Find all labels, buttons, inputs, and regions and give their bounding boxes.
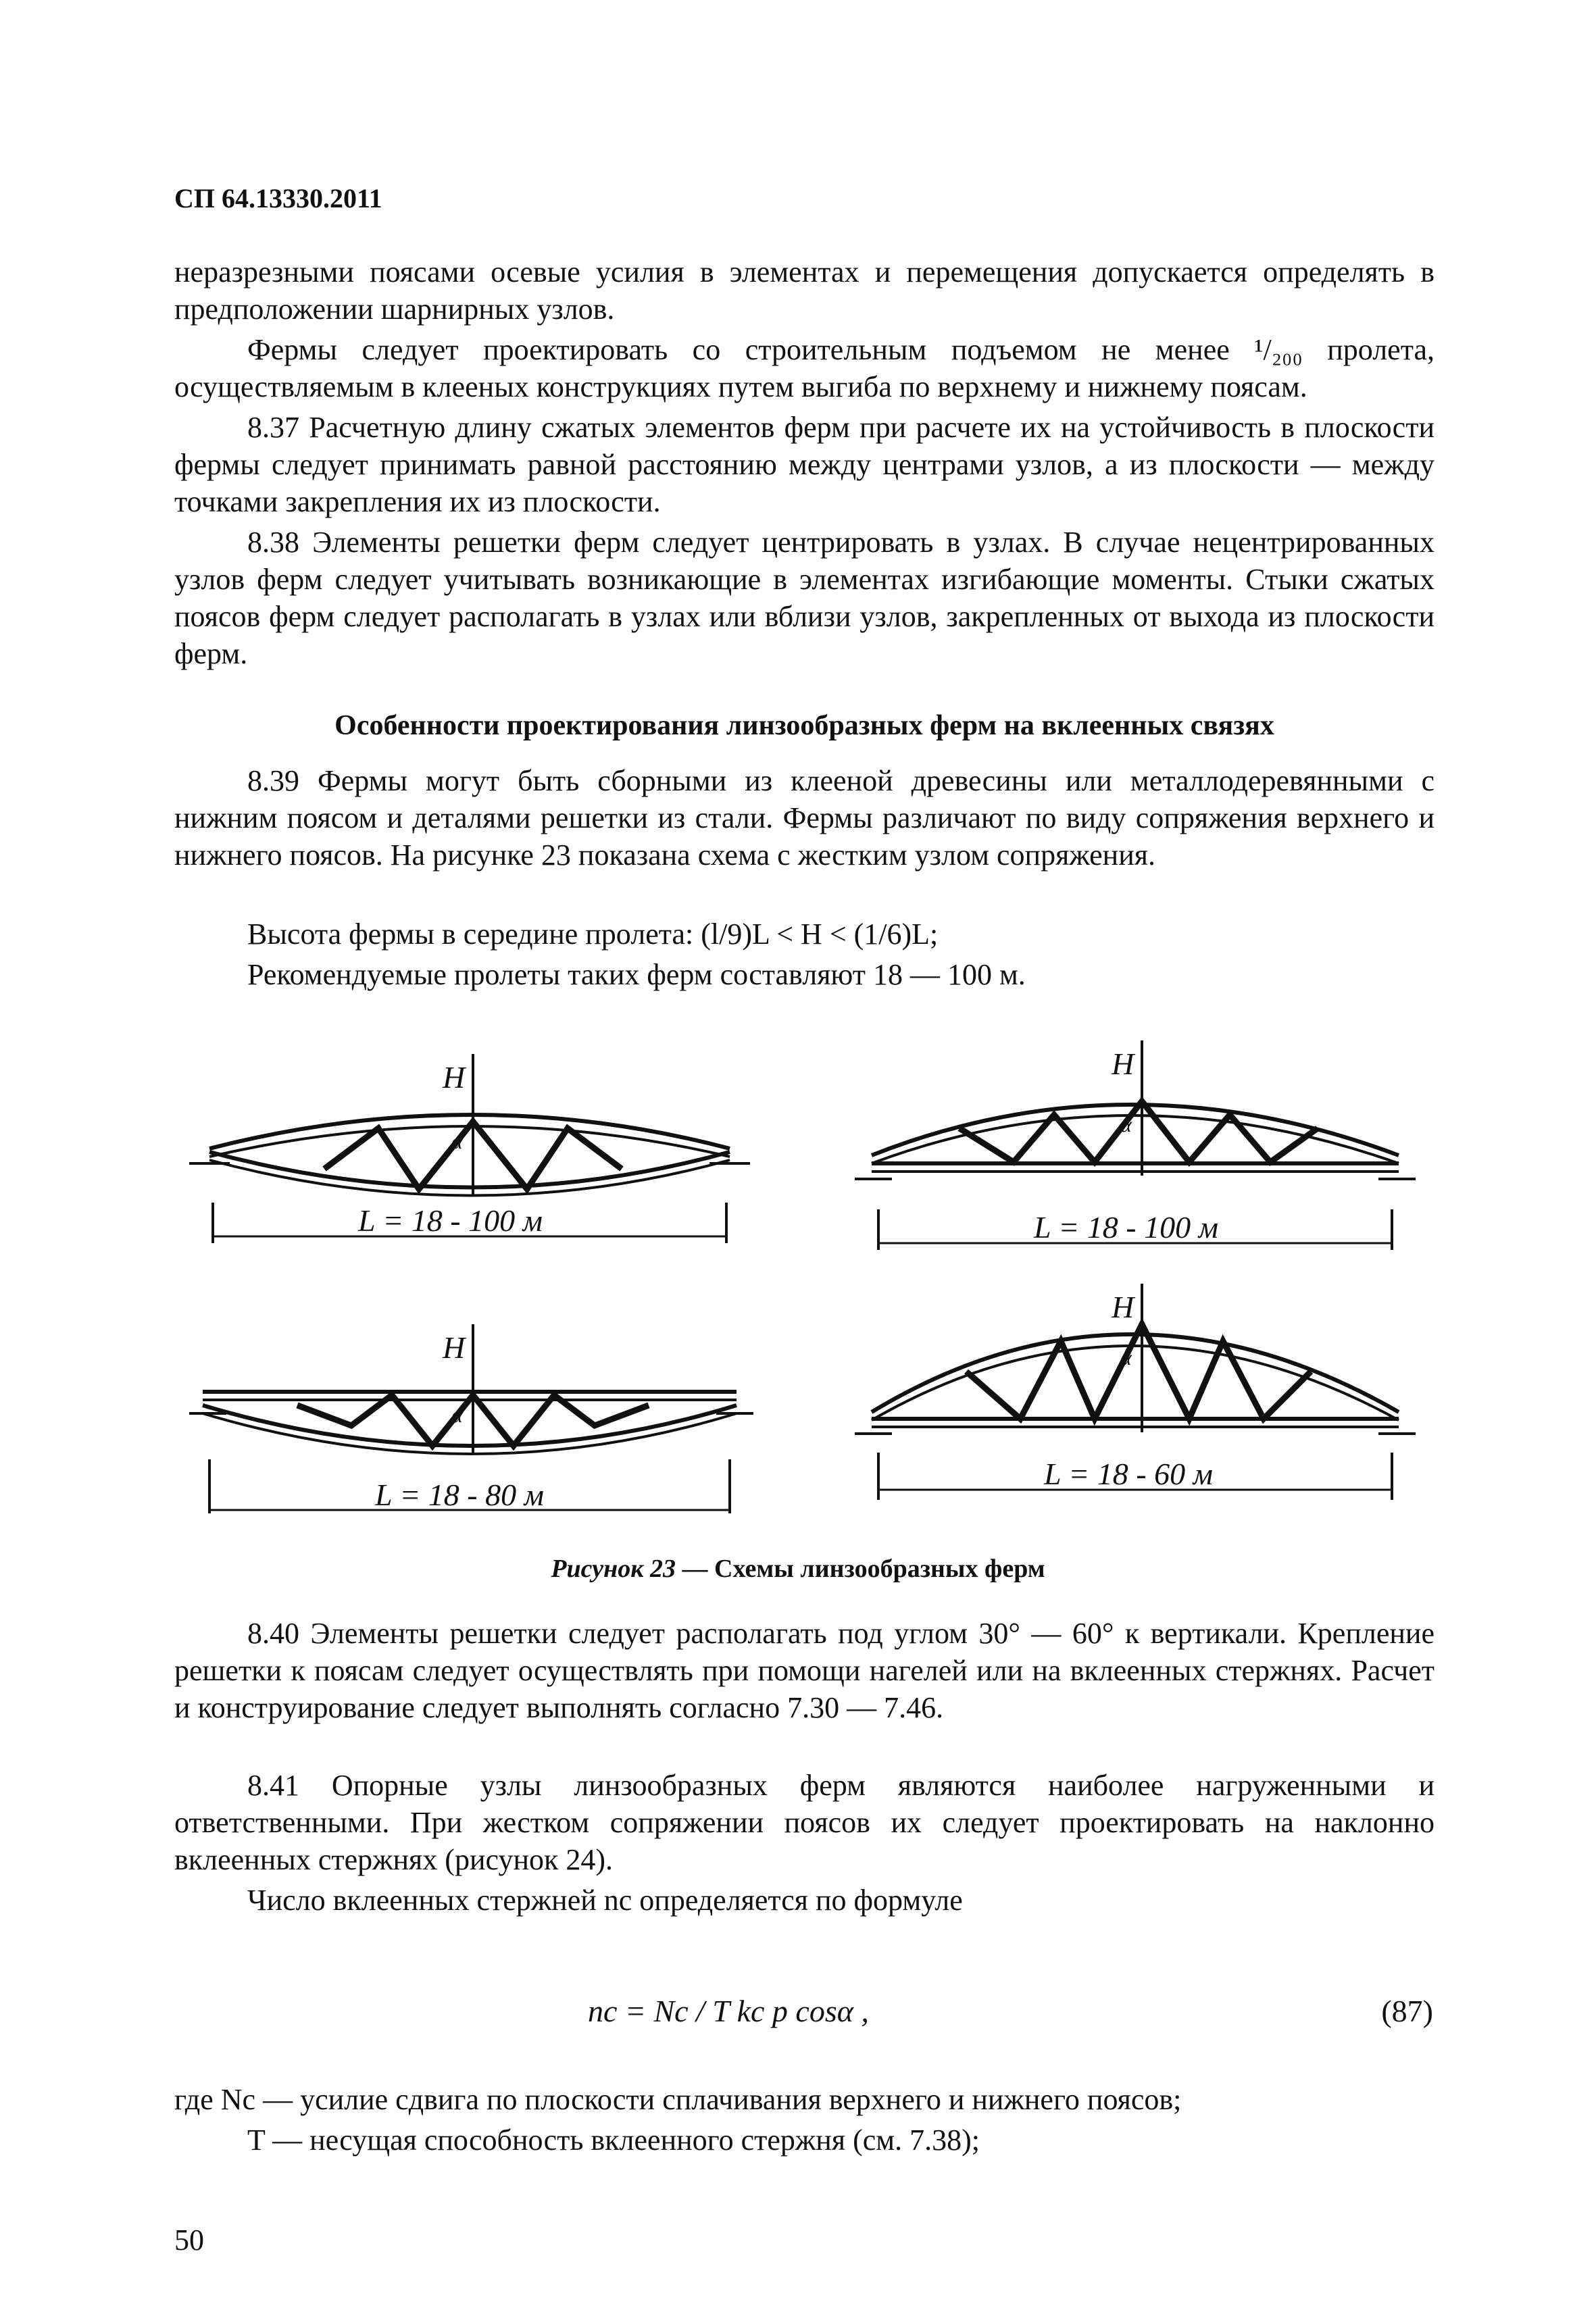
caption-prefix: Рисунок 23 [551,1555,676,1583]
span-label-1: L = 18 - 100 м [358,1203,543,1238]
where-shear-force: где Nc — усилие сдвига по плоскости сплачивания верхнего и нижнего поясов; [174,2083,1182,2116]
paragraph-8-41: 8.41 Опорные узлы линзообразных ферм являются наиболее нагруженными и ответственными. При жестком сопряжении поясов их следует проектировать на наклонно вклеенных стержнях (рисунок 24). [174,1769,1435,1876]
section-heading: Особенности проектирования линзообразных ферм на вклеенных связях [334,710,1274,741]
formula-intro: Число вклеенных стержней nc определяется по формуле [247,1884,963,1917]
paragraph-8-40: 8.40 Элементы решетки следует располагать под углом 30° — 60° к вертикали. Крепление решетки к поясам следует осуществлять при помощи нагелей или на вклеенных стержнях. Расчет и конструирование следует выполнять согласно 7.30 — 7.46. [174,1617,1435,1724]
page-number: 50 [174,2223,204,2257]
formula-number: (87) [1381,1994,1433,2028]
angle-symbol-4: α [1120,1345,1132,1369]
height-symbol-1: H [443,1060,466,1095]
height-symbol-4: H [1112,1290,1134,1324]
paragraph-camber: Фермы следует проектировать со строительным подъемом не менее ¹/₂₀₀ пролета, осуществляемым в клееных конструкциях путем выгиба по верхнему и нижнему поясам. [174,333,1435,403]
formula-87: nc = Nc / T kc p cosα , [588,1994,869,2028]
spans-line: Рекомендуемые пролеты таких ферм составляют 18 — 100 м. [247,958,1026,991]
paragraph-continuation: неразрезными поясами осевые усилия в элементах и перемещения допускается определять в предположении шарнирных узлов. [174,255,1435,326]
paragraph-8-39: 8.39 Фермы могут быть сборными из клееной древесины или металлодеревянными с нижним поясом и деталями решетки из стали. Фермы различают по виду сопряжения верхнего и нижнего поясов. На рисунке 23 показана схема с жестким узлом сопряжения. [174,764,1435,872]
height-line: Высота фермы в середине пролета: (l/9)L < H < (1/6)L; [247,917,939,951]
paragraph-8-37: 8.37 Расчетную длину сжатых элементов ферм при расчете их на устойчивость в плоскости фермы следует принимать равной расстоянию между центрами узлов, а из плоскости — между точками закрепления их из плоскости. [174,411,1435,518]
span-label-4: L = 18 - 60 м [1044,1457,1213,1491]
height-symbol-2: H [1112,1047,1134,1081]
caption-text: — Схемы линзообразных ферм [682,1555,1045,1583]
height-symbol-3: H [443,1330,466,1365]
span-label-3: L = 18 - 80 м [375,1478,544,1512]
where-bearing-capacity: T — несущая способность вклеенного стержня (см. 7.38); [247,2123,980,2157]
angle-symbol-3: α [451,1403,463,1427]
paragraph-8-38: 8.38 Элементы решетки ферм следует центрировать в узлах. В случае нецентрированных узлов ферм следует учитывать возникающие в элементах изгибающие моменты. Стыки сжатых поясов ферм следует располагать в узлах или вблизи узлов, закрепленных от выхода из плоскости ферм. [174,526,1435,670]
document-code: СП 64.13330.2011 [174,183,382,213]
figure-caption [0,1554,1596,1584]
span-label-2: L = 18 - 100 м [1034,1210,1218,1244]
angle-symbol-2: α [1120,1112,1132,1136]
angle-symbol-1: α [451,1129,463,1153]
